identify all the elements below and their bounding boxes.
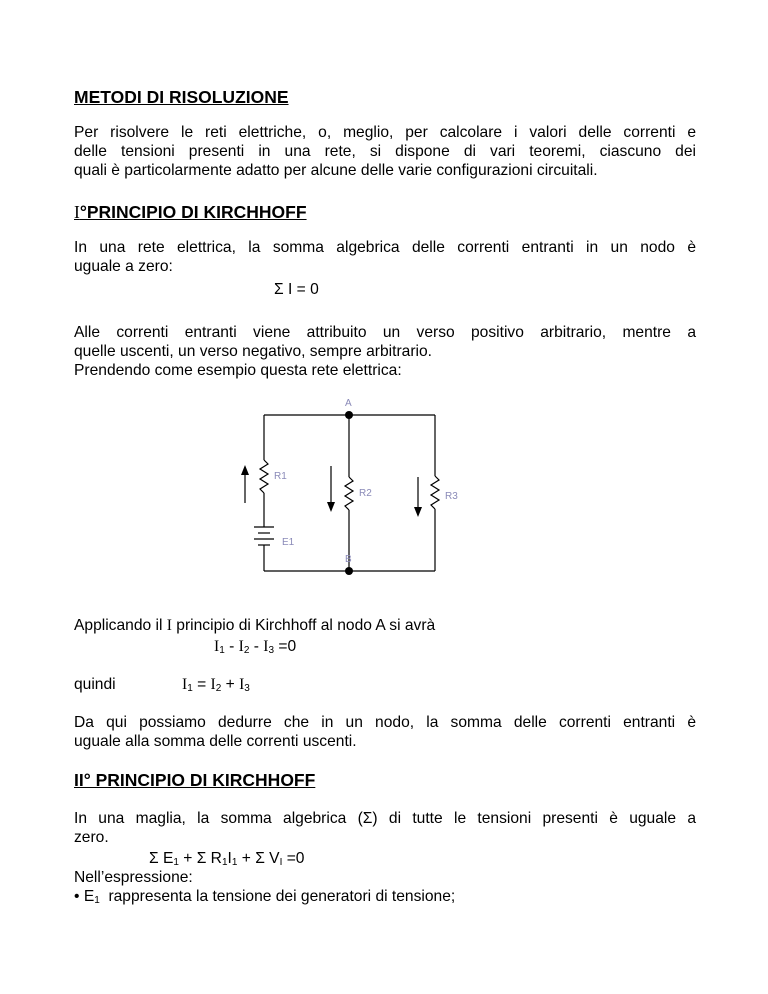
f-s4: I <box>279 857 283 868</box>
eq2-plus: + <box>221 676 240 693</box>
eq1-i1: I <box>214 638 220 655</box>
f-p2: + Σ R <box>178 850 222 867</box>
section1-heading-roman: I <box>74 202 80 222</box>
eq1-s1: 1 <box>219 645 225 656</box>
eq1-i3: I <box>263 638 269 655</box>
conclusion-line-2: uguale alla somma delle correnti uscenti. <box>74 733 357 750</box>
bullet-var: E <box>83 888 95 905</box>
label-r1: R1 <box>274 471 287 482</box>
paragraph-line-2: quelle uscenti, un verso negativo, sempre arbitrario. <box>74 343 432 360</box>
apply-roman: I <box>166 617 172 634</box>
formula-sum-i: Σ I = 0 <box>274 281 319 298</box>
paragraph-line-1: Alle correnti entranti viene attribuito un verso positivo arbitrario, mentre a <box>74 324 696 341</box>
eq2-i3: I <box>239 676 245 693</box>
eq1-end: =0 <box>274 638 297 655</box>
equation-1 <box>214 638 296 656</box>
intro-line-3: quali è particolarmente adatto per alcune delle varie configurazioni circuitali. <box>74 162 598 179</box>
eq1-m2: - <box>249 638 264 655</box>
label-node-b: B <box>345 554 352 565</box>
label-r2: R2 <box>359 488 372 499</box>
statement-line-2: uguale a zero: <box>74 258 173 275</box>
bullet-dot: • <box>74 888 80 905</box>
f-p1: Σ E <box>149 850 174 867</box>
equation-2 <box>182 676 250 694</box>
apply-line <box>74 617 435 635</box>
eq2-s3: 3 <box>244 683 250 694</box>
bullet-text: rappresenta la tensione dei generatori di tensione; <box>99 888 456 905</box>
conclusion-line-1: Da qui possiamo dedurre che in un nodo, la somma delle correnti entranti è <box>74 714 696 731</box>
eq1-s3: 3 <box>268 645 275 656</box>
f-p3: I <box>227 850 232 867</box>
expression-label: Nell’espressione: <box>74 869 193 886</box>
label-node-a: A <box>345 398 352 409</box>
node-a-dot <box>345 411 353 419</box>
apply-prefix: Applicando il <box>74 617 167 634</box>
f-s3: 1 <box>231 857 238 868</box>
label-e1: E1 <box>282 537 295 548</box>
statement-line-1: In una rete elettrica, la somma algebrica delle correnti entranti in un nodo è <box>74 239 696 256</box>
eq2-i1: I <box>182 676 188 693</box>
section2-heading: II° PRINCIPIO DI KIRCHHOFF <box>74 770 316 790</box>
bullet-item-e1 <box>74 888 455 906</box>
node-b-dot <box>345 567 353 575</box>
eq2-s2: 2 <box>215 683 222 694</box>
eq1-i2: I <box>238 638 244 655</box>
eq1-s2: 2 <box>243 645 250 656</box>
section1-heading-text: °PRINCIPIO DI KIRCHHOFF <box>79 202 307 222</box>
section2-formula <box>149 850 304 868</box>
f-s1: 1 <box>173 857 179 868</box>
section2-statement-2: zero. <box>74 829 109 846</box>
apply-suffix: principio di Kirchhoff al nodo A si avrà <box>171 617 436 634</box>
f-p4: + Σ V <box>237 850 280 867</box>
eq2-i2: I <box>210 676 216 693</box>
bullet-sub: 1 <box>94 895 100 906</box>
example-intro: Prendendo come esempio questa rete elettrica: <box>74 362 402 379</box>
intro-line-1: Per risolvere le reti elettriche, o, meglio, per calcolare i valori delle correnti e <box>74 124 696 141</box>
label-r3: R3 <box>445 491 458 502</box>
quindi-label: quindi <box>74 676 116 693</box>
eq2-s1: 1 <box>187 683 193 694</box>
page-title: METODI DI RISOLUZIONE <box>74 87 289 107</box>
f-p5: =0 <box>282 850 305 867</box>
f-s2: 1 <box>221 857 228 868</box>
section2-statement-1: In una maglia, la somma algebrica (Σ) di tutte le tensioni presenti è uguale a <box>74 810 696 827</box>
eq1-m1: - <box>224 638 239 655</box>
eq2-eq: = <box>192 676 211 693</box>
intro-line-2: delle tensioni presenti in una rete, si dispone di vari teoremi, ciascuno dei <box>74 143 696 160</box>
